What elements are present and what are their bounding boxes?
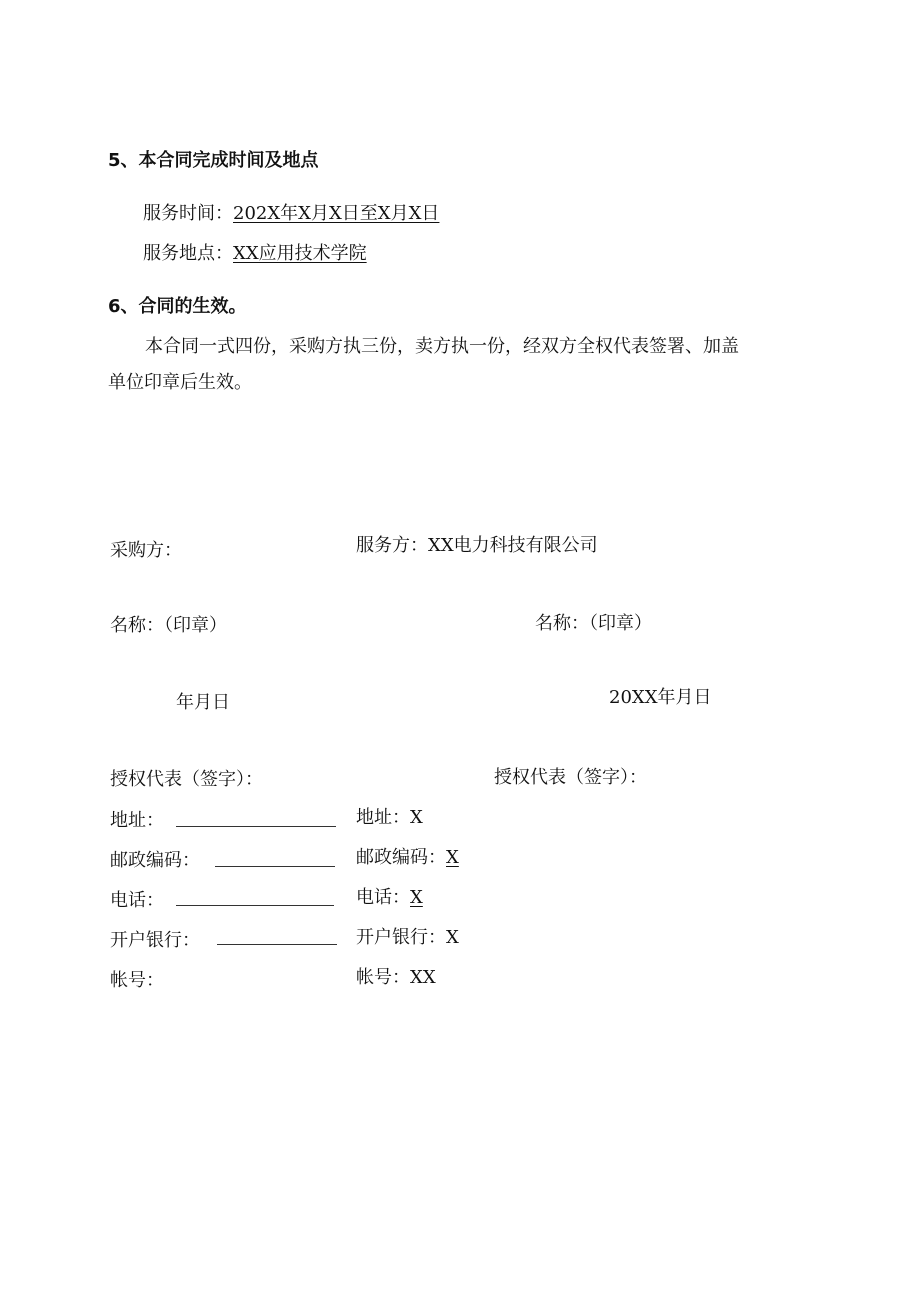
seller-account-value: XX bbox=[410, 967, 436, 988]
section-6-body-line1: 本合同一式四份，采购方执三份，卖方执一份，经双方全权代表签署、加盖 bbox=[145, 336, 739, 357]
buyer-address-blank bbox=[176, 826, 336, 827]
section-6-heading: 6、合同的生效。 bbox=[108, 296, 247, 317]
seller-party-label: 服务方：XX电力科技有限公司 bbox=[356, 535, 598, 556]
seller-address-label: 地址： bbox=[356, 807, 410, 828]
buyer-rep-signature: 授权代表（签字）： bbox=[110, 769, 263, 790]
seller-bank-line bbox=[356, 923, 459, 949]
section-6-body-line2: 单位印章后生效。 bbox=[108, 372, 252, 393]
section-5-heading: 5、本合同完成时间及地点 bbox=[108, 150, 319, 171]
buyer-party-label: 采购方： bbox=[110, 540, 182, 561]
seller-bank-label: 开户银行： bbox=[356, 927, 446, 948]
seller-postcode-line bbox=[356, 843, 459, 869]
buyer-postcode-blank bbox=[215, 866, 335, 867]
seller-account-label: 帐号： bbox=[356, 967, 410, 988]
buyer-name-seal: 名称：（印章） bbox=[110, 615, 227, 636]
seller-postcode-label: 邮政编码： bbox=[356, 847, 446, 868]
seller-phone-line bbox=[356, 883, 423, 909]
seller-postcode-value: X bbox=[446, 847, 459, 868]
service-time-line bbox=[143, 199, 439, 225]
service-place-value: XX应用技术学院 bbox=[233, 243, 367, 264]
service-time-label: 服务时间： bbox=[143, 203, 233, 224]
buyer-bank-label: 开户银行： bbox=[110, 930, 200, 951]
buyer-phone-blank bbox=[176, 905, 334, 906]
buyer-phone-label: 电话： bbox=[110, 890, 164, 911]
seller-rep-signature: 授权代表（签字）： bbox=[494, 767, 647, 788]
seller-account-line bbox=[356, 963, 436, 989]
seller-phone-value: X bbox=[410, 887, 423, 908]
seller-address-value: X bbox=[410, 807, 423, 828]
buyer-date: 年月日 bbox=[176, 692, 230, 713]
buyer-address-label: 地址： bbox=[110, 810, 164, 831]
seller-address-line bbox=[356, 803, 423, 829]
service-place-label: 服务地点： bbox=[143, 243, 233, 264]
seller-name-seal: 名称：（印章） bbox=[535, 613, 652, 634]
seller-date: 20XX年月日 bbox=[609, 687, 712, 708]
service-time-value: 202X年X月X日至X月X日 bbox=[233, 203, 440, 224]
seller-bank-value: X bbox=[446, 927, 459, 948]
buyer-account-label-clipped bbox=[110, 966, 170, 991]
service-place-line bbox=[143, 239, 367, 265]
buyer-bank-blank bbox=[217, 944, 337, 945]
buyer-account-label: 帐号： bbox=[110, 970, 164, 991]
buyer-postcode-label: 邮政编码： bbox=[110, 850, 200, 871]
seller-phone-label: 电话： bbox=[356, 887, 410, 908]
